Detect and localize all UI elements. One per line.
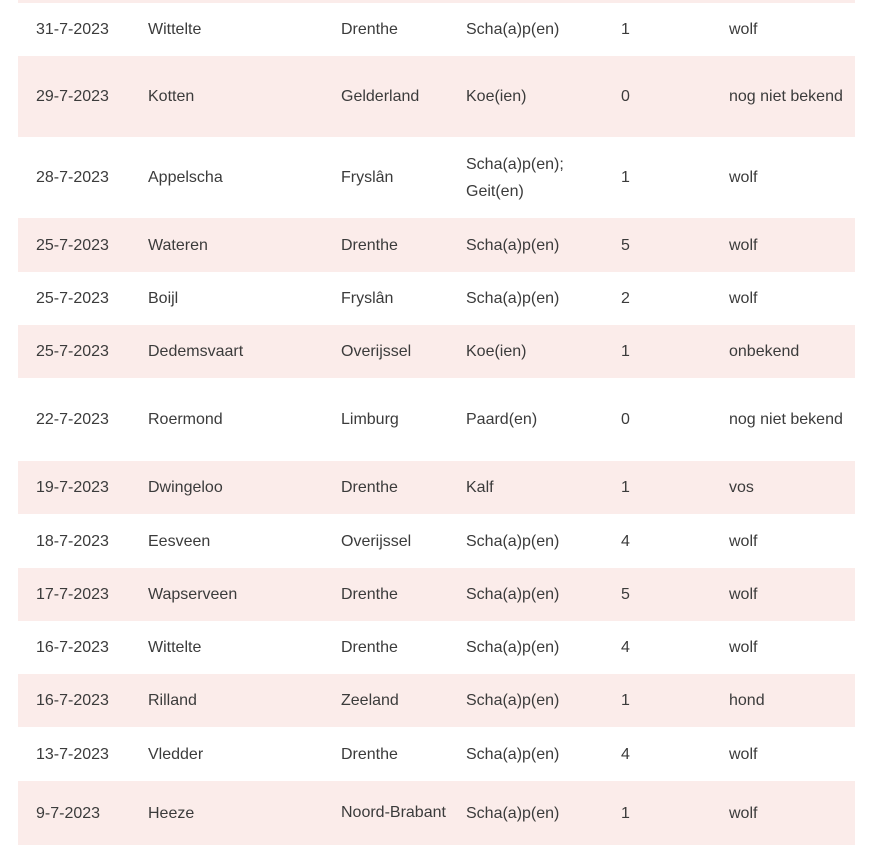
- date-cell: 31-7-2023: [36, 21, 109, 38]
- animals-cell: Koe(ien): [466, 325, 621, 378]
- province-cell: Limburg: [341, 411, 399, 428]
- predator-cell: wolf: [729, 745, 758, 763]
- date-cell: 25-7-2023: [18, 218, 148, 272]
- place-cell: Eesveen: [148, 532, 211, 550]
- place-cell: Heeze: [148, 781, 341, 845]
- table-row: [18, 325, 855, 378]
- date-cell: 29-7-2023: [18, 56, 148, 137]
- date-cell: 19-7-2023: [18, 461, 148, 514]
- table-row: [18, 568, 855, 621]
- date-cell: 22-7-2023: [36, 411, 109, 428]
- place-cell: Dedemsvaart: [148, 325, 341, 378]
- province-cell: Fryslân: [341, 290, 394, 307]
- table-row: [18, 272, 855, 325]
- table-row: [18, 727, 855, 781]
- table-row: [18, 781, 855, 845]
- count-cell: 5: [621, 218, 729, 272]
- province-cell: Drenthe: [341, 218, 466, 272]
- date-cell: 25-7-2023: [18, 325, 148, 378]
- count-cell: 4: [621, 639, 630, 656]
- table-row: [18, 56, 855, 137]
- date-cell: 16-7-2023: [36, 639, 109, 656]
- table-row: [18, 674, 855, 727]
- animals-cell: Scha(a)p(en): [466, 218, 621, 272]
- predator-cell: wolf: [729, 781, 855, 845]
- province-cell: Zeeland: [341, 674, 466, 727]
- date-cell: 25-7-2023: [36, 290, 109, 307]
- animals-cell: Scha(a)p(en); Geit(en): [466, 155, 564, 200]
- place-cell: Vledder: [148, 745, 204, 763]
- province-cell: Drenthe: [341, 461, 466, 514]
- animals-cell: Scha(a)p(en): [466, 674, 621, 727]
- incidents-table: [18, 3, 855, 845]
- place-cell: Wateren: [148, 218, 341, 272]
- province-cell: Fryslân: [341, 169, 394, 186]
- predator-cell: wolf: [729, 218, 855, 272]
- date-cell: 28-7-2023: [36, 169, 109, 186]
- place-cell: Boijl: [148, 290, 179, 307]
- table-row: [18, 461, 855, 514]
- province-cell: Noord-Brabant: [341, 781, 466, 845]
- predator-cell: wolf: [729, 568, 855, 621]
- count-cell: 1: [621, 325, 729, 378]
- place-cell: Appelscha: [148, 169, 223, 186]
- table-row: [18, 3, 855, 56]
- table-row: [18, 514, 855, 568]
- predator-cell: nog niet bekend: [729, 410, 843, 428]
- table-row: [18, 218, 855, 272]
- predator-cell: nog niet bekend: [729, 56, 855, 137]
- place-cell: Rilland: [148, 674, 341, 727]
- animals-cell: Scha(a)p(en): [466, 21, 560, 38]
- count-cell: 1: [621, 169, 630, 186]
- place-cell: Wapserveen: [148, 568, 341, 621]
- animals-cell: Scha(a)p(en): [466, 781, 621, 845]
- animals-cell: Paard(en): [466, 411, 538, 428]
- animals-cell: Scha(a)p(en): [466, 568, 621, 621]
- count-cell: 0: [621, 56, 729, 137]
- predator-cell: hond: [729, 674, 855, 727]
- province-cell: Drenthe: [341, 639, 398, 656]
- count-cell: 1: [621, 781, 729, 845]
- place-cell: Wittelte: [148, 639, 202, 656]
- animals-cell: Scha(a)p(en): [466, 532, 560, 550]
- date-cell: 18-7-2023: [36, 532, 109, 550]
- count-cell: 1: [621, 461, 729, 514]
- count-cell: 4: [621, 532, 630, 550]
- animals-cell: Scha(a)p(en): [466, 745, 560, 763]
- date-cell: 16-7-2023: [18, 674, 148, 727]
- place-cell: Wittelte: [148, 21, 202, 38]
- incidents-table-container: [18, 3, 855, 845]
- province-cell: Drenthe: [341, 745, 398, 763]
- province-cell: Gelderland: [341, 56, 466, 137]
- place-cell: Kotten: [148, 56, 341, 137]
- predator-cell: wolf: [729, 21, 758, 38]
- province-cell: Overijssel: [341, 325, 466, 378]
- province-cell: Drenthe: [341, 568, 466, 621]
- table-row: [18, 378, 855, 461]
- predator-cell: wolf: [729, 639, 758, 656]
- count-cell: 2: [621, 290, 630, 307]
- date-cell: 9-7-2023: [18, 781, 148, 845]
- province-cell: Overijssel: [341, 532, 412, 550]
- predator-cell: onbekend: [729, 325, 855, 378]
- date-cell: 13-7-2023: [36, 745, 109, 763]
- count-cell: 0: [621, 411, 630, 428]
- count-cell: 4: [621, 745, 630, 763]
- animals-cell: Scha(a)p(en): [466, 639, 560, 656]
- animals-cell: Scha(a)p(en): [466, 290, 560, 307]
- count-cell: 5: [621, 568, 729, 621]
- animals-cell: Koe(ien): [466, 56, 621, 137]
- table-row: [18, 137, 855, 218]
- province-cell: Drenthe: [341, 21, 398, 38]
- predator-cell: wolf: [729, 290, 758, 307]
- animals-cell: Kalf: [466, 461, 621, 514]
- place-cell: Roermond: [148, 411, 223, 428]
- predator-cell: wolf: [729, 169, 758, 186]
- predator-cell: wolf: [729, 532, 758, 550]
- predator-cell: vos: [729, 461, 855, 514]
- table-row: [18, 621, 855, 674]
- date-cell: 17-7-2023: [18, 568, 148, 621]
- place-cell: Dwingeloo: [148, 461, 341, 514]
- count-cell: 1: [621, 21, 630, 38]
- count-cell: 1: [621, 674, 729, 727]
